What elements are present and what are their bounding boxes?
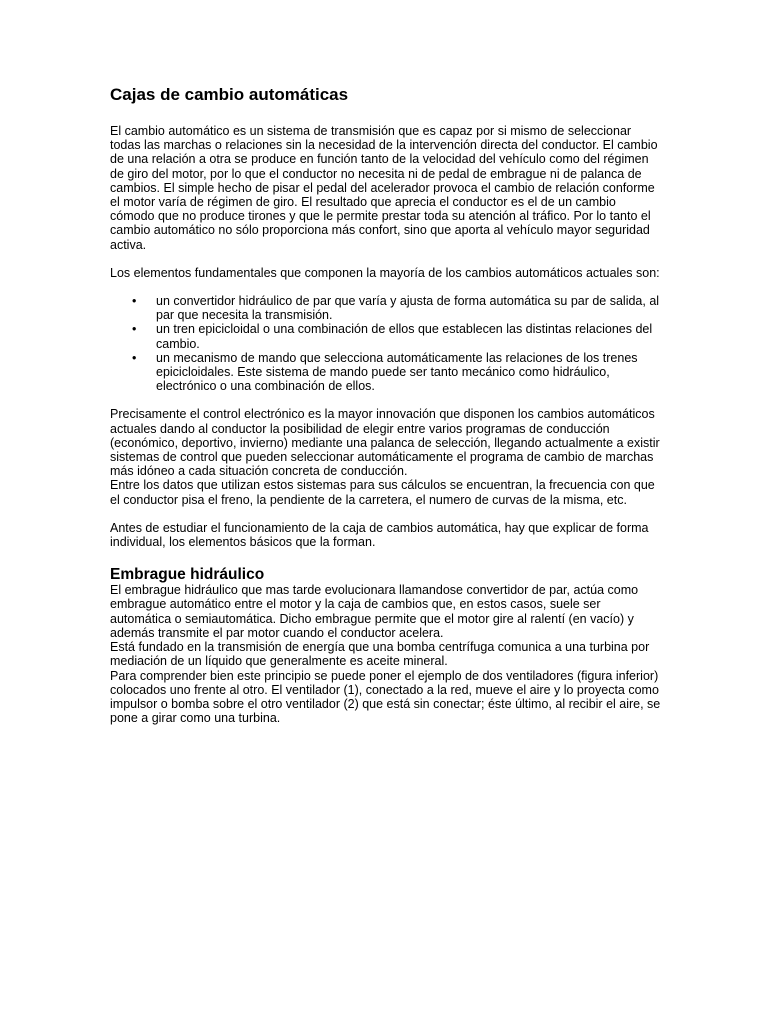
embrague-paragraph: El embrague hidráulico que mas tarde evolucionara llamandose convertidor de par, actúa como embrague automático entre el motor y la caja de cambios que, en estos casos, suele ser automática o semiautomática. Dicho embrague permite que el motor gire al ralentí (en vacío) y además transmite el par motor cuando el conductor acelera. bbox=[110, 583, 639, 640]
intro-paragraph: El cambio automático es un sistema de transmisión que es capaz por si mismo de seleccionar todas las marchas o relaciones sin la necesidad de la intervención directa del conductor. El cambio de una relación a otra se produce en función tanto de la velocidad del vehículo como del régimen de giro del motor, por lo que el conductor no necesita ni de pedal de embrague ni de palanca de cambios. El simple hecho de pisar el pedal del acelerador provoca el cambio de relación conforme el motor varía de régimen de giro. El resultado que aprecia el conductor es el de un cambio cómodo que no produce tirones y que le permite prestar toda su atención al tráfico. Por lo tanto el cambio automático no sólo proporciona más confort, sino que aporta al vehículo mayor seguridad activa. bbox=[110, 124, 658, 252]
bullet-icon: • bbox=[132, 350, 137, 365]
elements-intro-paragraph: Los elementos fundamentales que componen la mayoría de los cambios automáticos actuales son: bbox=[110, 265, 660, 280]
before-study-paragraph: Antes de estudiar el funcionamiento de la caja de cambios automática, hay que explicar de forma individual, los elementos básicos que la forman. bbox=[110, 520, 649, 550]
list-item bbox=[132, 322, 662, 351]
bullet-icon: • bbox=[132, 294, 137, 309]
document-title: Cajas de cambio automáticas bbox=[110, 85, 349, 104]
embrague-paragraph: Está fundado en la transmisión de energía que una bomba centrífuga comunica a una turbina por mediación de un líquido que generalmente es aceite mineral. bbox=[110, 640, 650, 669]
section-heading: Embrague hidráulico bbox=[110, 566, 265, 584]
list-item bbox=[132, 294, 662, 323]
control-data-paragraph: Entre los datos que utilizan estos sistemas para sus cálculos se encuentran, la frecuencia con que el conductor pisa el freno, la pendiente de la carretera, el numero de curvas de la misma, etc. bbox=[110, 478, 655, 507]
list-item bbox=[132, 350, 662, 394]
list-item-text: un mecanismo de mando que selecciona automáticamente las relaciones de los trenes epicicloidales. Este sistema de mando puede ser tanto mecánico como hidráulico, electrónico o una combinación de ellos. bbox=[156, 350, 638, 394]
electronic-control-paragraph: Precisamente el control electrónico es la mayor innovación que disponen los cambios automáticos actuales dando al conductor la posibilidad de elegir entre varios programas de conducción (económico, deportivo, invierno) mediante una palanca de selección, llegando actualmente a existir sistemas de control que pueden seleccionar automáticamente el programa de cambio de marchas más idóneo a cada situación concreta de conducción. bbox=[110, 407, 660, 479]
elements-list bbox=[110, 294, 662, 393]
embrague-paragraph: Para comprender bien este principio se puede poner el ejemplo de dos ventiladores (figura inferior) colocados uno frente al otro. El ventilador (1), conectado a la red, mueve el aire y lo proyecta como impulsor o bomba sobre el otro ventilador (2) que está sin conectar; éste último, al recibir el aire, se pone a girar como una turbina. bbox=[110, 668, 661, 726]
embrague-section bbox=[110, 583, 662, 725]
document-page bbox=[110, 84, 662, 725]
list-item-text: un tren epicicloidal o una combinación de ellos que establecen las distintas relaciones del cambio. bbox=[156, 322, 653, 351]
list-item-text: un convertidor hidráulico de par que varía y ajusta de forma automática su par de salida, al par que necesita la transmisión. bbox=[156, 294, 660, 323]
bullet-icon: • bbox=[132, 322, 137, 337]
